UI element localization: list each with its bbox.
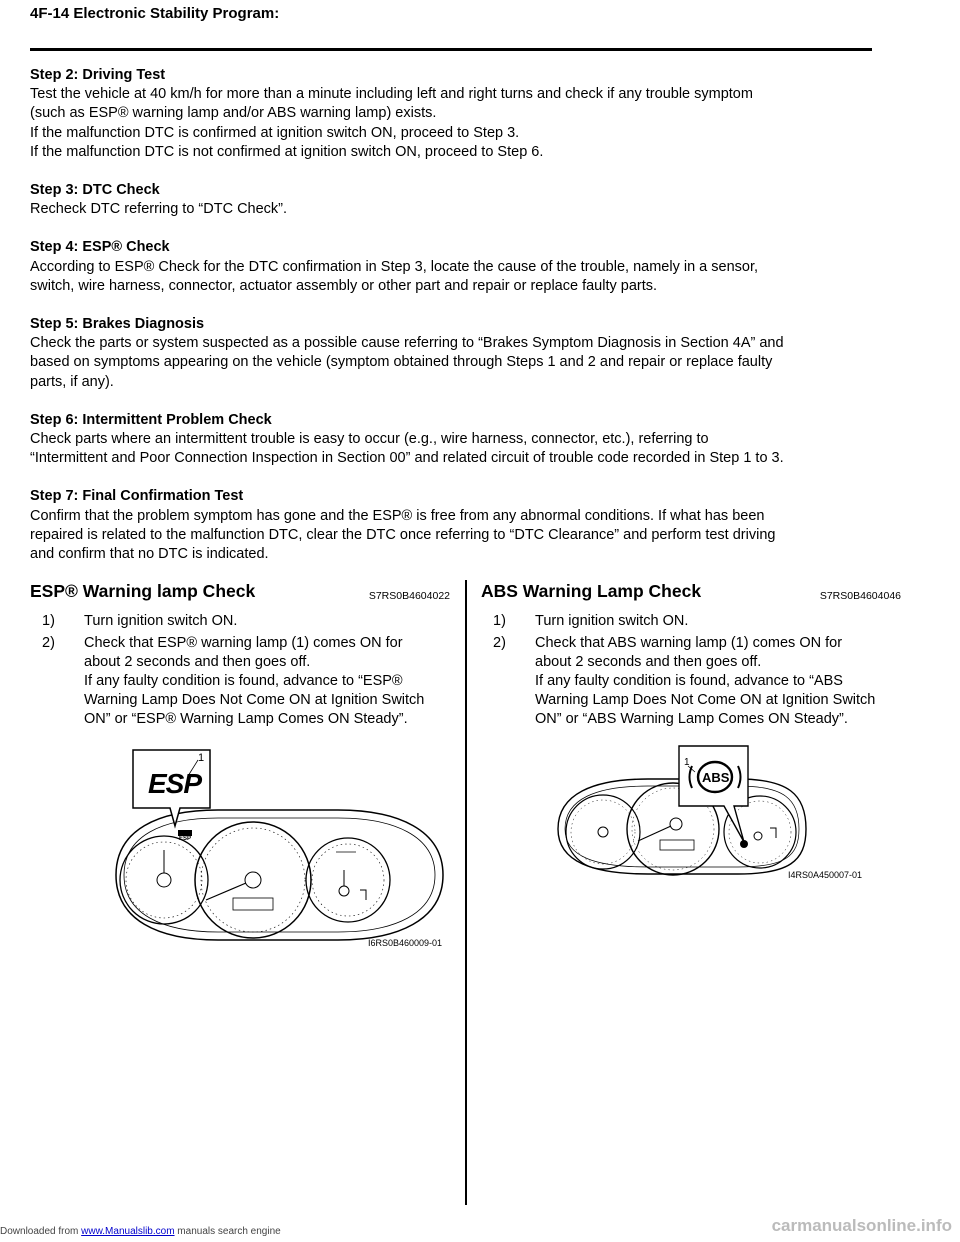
abs-callout-text: ABS: [702, 770, 730, 785]
footer-suffix: manuals search engine: [174, 1226, 281, 1237]
item-number: 2): [493, 635, 506, 651]
abs-section-header: [481, 580, 901, 606]
step-line: Confirm that the problem symptom has gone and the ESP® is free from any abnormal conditions. If what has been: [30, 507, 765, 524]
abs-instrument-cluster-illustration: [548, 744, 878, 889]
esp-callout-label: 1: [198, 752, 205, 764]
abs-section: [481, 580, 901, 732]
step-title: Step 4: ESP® Check: [30, 239, 170, 256]
step-line: and confirm that no DTC is indicated.: [30, 546, 269, 563]
abs-section-code: S7RS0B4604046: [819, 590, 901, 602]
column-divider: [465, 580, 467, 1205]
procedure-item: [30, 634, 450, 729]
procedure-item: [481, 612, 901, 631]
abs-figure-code: I4RS0A450007-01: [788, 870, 863, 880]
step-line: (such as ESP® warning lamp and/or ABS warning lamp) exists.: [30, 105, 437, 122]
item-line: Warning Lamp Does Not Come ON at Ignition Switch: [84, 692, 425, 708]
step-line: switch, wire harness, connector, actuator assembly or other part and repair or replace faulty parts.: [30, 277, 658, 294]
abs-figure: [548, 744, 878, 889]
item-line: Turn ignition switch ON.: [84, 613, 238, 629]
procedure-item: [30, 612, 450, 631]
item-line: Turn ignition switch ON.: [535, 613, 689, 629]
item-line: If any faulty condition is found, advance to “ESP®: [84, 673, 403, 689]
esp-section-header: [30, 580, 450, 606]
procedure-item: [481, 634, 901, 729]
step-title: Step 2: Driving Test: [30, 67, 166, 83]
header-rule: [30, 48, 872, 51]
step-title: Step 5: Brakes Diagnosis: [30, 316, 205, 333]
item-number: 2): [42, 635, 55, 651]
esp-section: [30, 580, 450, 732]
abs-callout-label: 1: [684, 757, 690, 768]
step-line: parts, if any).: [30, 373, 114, 390]
step-line: Recheck DTC referring to “DTC Check”.: [30, 201, 288, 218]
esp-callout-text: ESP: [148, 768, 202, 799]
step-title: Step 6: Intermittent Problem Check: [30, 411, 272, 428]
esp-figure-code: I6RS0B460009-01: [368, 938, 443, 948]
esp-section-code: S7RS0B4604022: [368, 590, 450, 602]
page-title: 4F-14 Electronic Stability Program:: [30, 5, 280, 22]
item-line: Check that ESP® warning lamp (1) comes ON for: [84, 635, 403, 651]
step: [30, 411, 880, 469]
step: [30, 181, 880, 219]
esp-procedure: [30, 612, 450, 729]
esp-figure: [98, 740, 450, 955]
step: [30, 487, 880, 564]
step-line: If the malfunction DTC is not confirmed at ignition switch ON, proceed to Step 6.: [30, 143, 544, 160]
footer-prefix: Downloaded from: [0, 1226, 82, 1237]
abs-section-title: ABS Warning Lamp Check: [481, 581, 702, 601]
step-line: Check the parts or system suspected as a possible cause referring to “Brakes Symptom Diagnosis in Section 4A” and: [30, 335, 784, 352]
item-line: Warning Lamp Does Not Come ON at Ignition Switch: [535, 692, 876, 708]
esp-section-title: ESP® Warning lamp Check: [30, 581, 256, 601]
item-line: about 2 seconds and then goes off.: [84, 654, 311, 670]
step-line: If the malfunction DTC is confirmed at ignition switch ON, proceed to Step 3.: [30, 124, 520, 141]
step-line: According to ESP® Check for the DTC confirmation in Step 3, locate the cause of the trouble, namely in a sensor,: [30, 258, 759, 275]
download-footer: [0, 1226, 281, 1237]
item-line: ON” or “ESP® Warning Lamp Comes ON Steady”.: [84, 711, 408, 727]
page-header: [30, 4, 872, 24]
manualslib-link[interactable]: www.Manualslib.com: [81, 1226, 175, 1237]
step: [30, 238, 880, 296]
step: [30, 315, 880, 392]
step-line: Test the vehicle at 40 km/h for more than a minute including left and right turns and check if any trouble symptom: [30, 86, 753, 103]
esp-small-lamp-label: ESP: [179, 836, 192, 842]
item-number: 1): [493, 613, 506, 629]
step-title: Step 3: DTC Check: [30, 182, 160, 199]
step-title: Step 7: Final Confirmation Test: [30, 488, 244, 505]
step-line: Check parts where an intermittent trouble is easy to occur (e.g., wire harness, connector, etc.), referring to: [30, 431, 709, 448]
abs-procedure: [481, 612, 901, 729]
steps-block: [30, 66, 880, 583]
item-line: ON” or “ABS Warning Lamp Comes ON Steady”.: [535, 711, 848, 727]
item-line: Check that ABS warning lamp (1) comes ON for: [535, 635, 843, 651]
item-line: about 2 seconds and then goes off.: [535, 654, 762, 670]
step-line: repaired is related to the malfunction DTC, clear the DTC once referring to “DTC Clearance” and perform test driving: [30, 526, 776, 543]
step: [30, 66, 880, 162]
item-line: If any faulty condition is found, advance to “ABS: [535, 673, 843, 689]
step-line: based on symptoms appearing on the vehicle (symptom obtained through Steps 1 and 2 and repair or replace faulty: [30, 354, 773, 371]
watermark: carmanualsonline.info: [771, 1216, 952, 1235]
step-line: “Intermittent and Poor Connection Inspection in Section 00” and related circuit of trouble code recorded in Step 1 to 3.: [30, 450, 784, 467]
item-number: 1): [42, 613, 55, 629]
